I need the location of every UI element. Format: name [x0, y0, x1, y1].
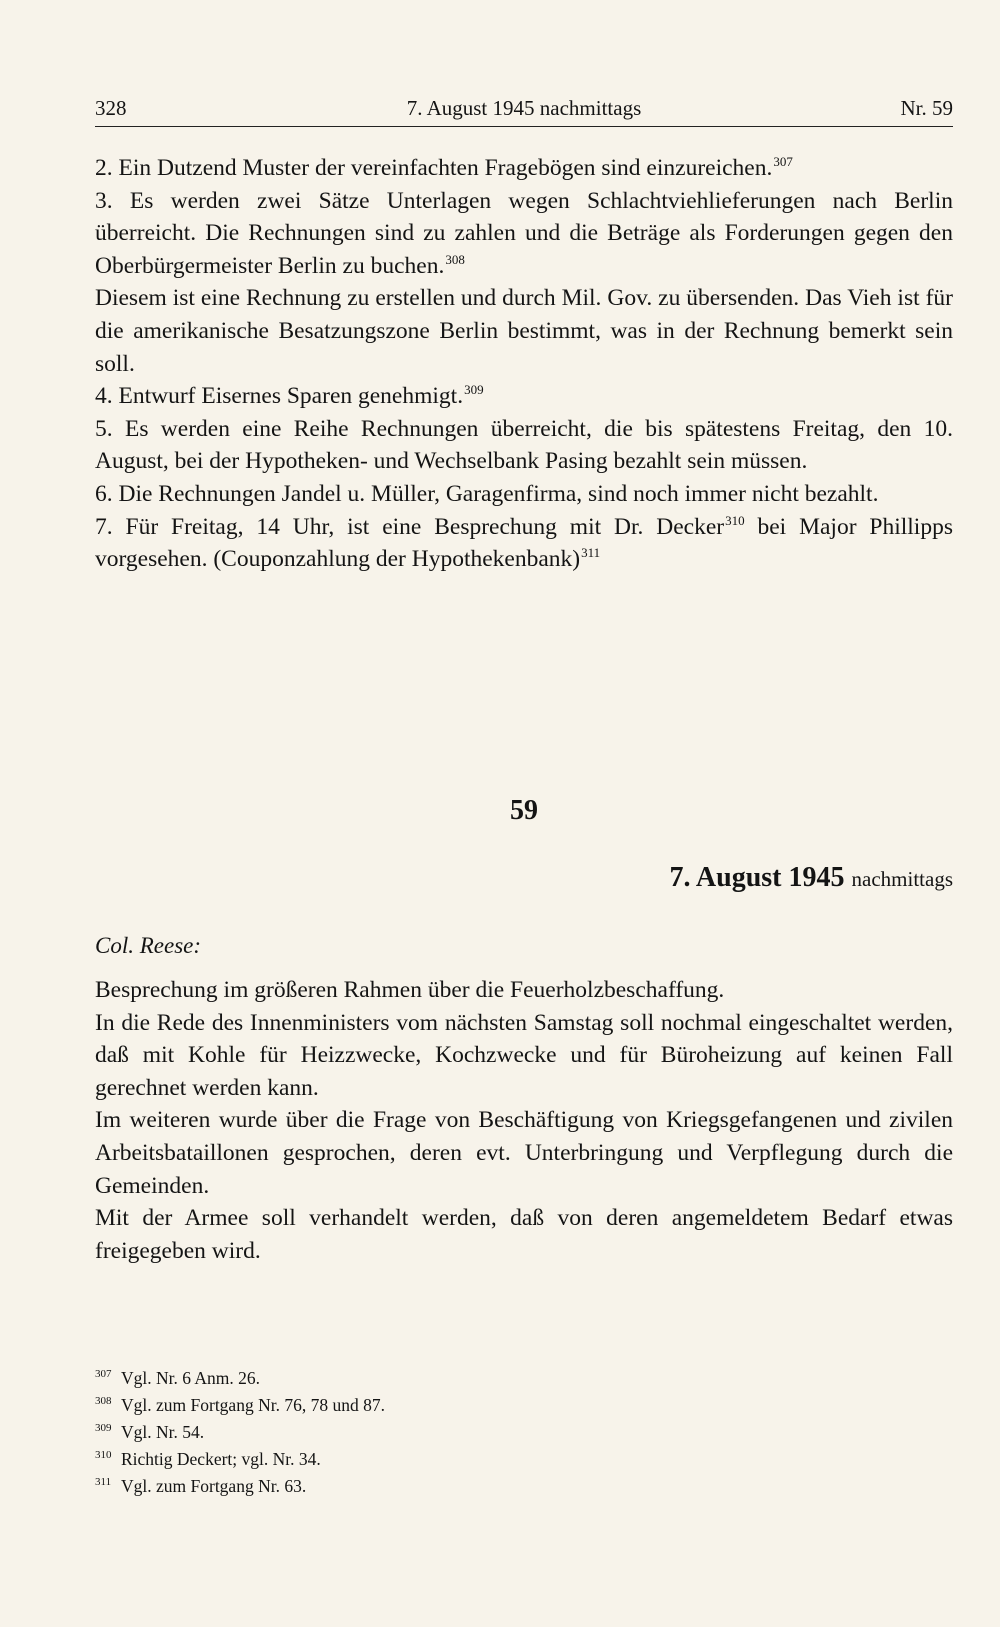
footnote-mark: 310	[95, 1449, 112, 1461]
footnote-mark: 307	[95, 1368, 112, 1380]
footnote	[95, 1419, 953, 1446]
running-title: 7. August 1945 nachmittags	[406, 96, 642, 120]
footnote	[95, 1365, 953, 1392]
book-page	[95, 92, 953, 1496]
previous-document-continuation	[95, 152, 953, 576]
footnote	[95, 1392, 953, 1419]
document-number: 59	[510, 795, 538, 826]
header-rule	[95, 126, 953, 127]
footnote-text: Vgl. Nr. 54.	[121, 1422, 205, 1442]
footnote-mark: 311	[95, 1476, 112, 1488]
item-5: 5. Es werden eine Reihe Rechnungen überreicht, die bis spätestens Freitag, den 10. August, bei der Hypotheken- und Wechselbank Pasing bezahlt sein müssen.	[95, 415, 953, 475]
footnote-text: Vgl. Nr. 6 Anm. 26.	[121, 1368, 261, 1388]
document-body	[95, 974, 953, 1267]
footnote-text: Richtig Deckert; vgl. Nr. 34.	[121, 1449, 321, 1469]
time-of-day: nachmittags	[851, 867, 953, 891]
document-reference: Nr. 59	[900, 96, 953, 120]
item-4: 4. Entwurf Eisernes Sparen genehmigt.$^{309}$	[95, 382, 484, 410]
paragraph: Im weiteren wurde über die Frage von Beschäftigung von Kriegsgefangenen und zivilen Arbeitsbataillonen gesprochen, deren evt. Unterbringung und Verpflegung durch die Gemeinden.	[95, 1107, 953, 1199]
footnote-ref: 310	[725, 512, 745, 528]
footnote-ref: 309	[464, 382, 484, 398]
item-2: 2. Ein Dutzend Muster der vereinfachten Fragebögen sind einzureichen.$^{307}$	[95, 154, 793, 181]
footnote-text: Vgl. zum Fortgang Nr. 63.	[121, 1476, 307, 1496]
paragraph: In die Rede des Innenministers vom nächsten Samstag soll nochmal eingeschaltet werden, daß mit Kohle für Heizzwecke, Kochzwecke und für Büroheizung auf keinen Fall gerechnet werden kann.	[95, 1009, 953, 1101]
item-6: 6. Die Rechnungen Jandel u. Müller, Garagenfirma, sind noch immer nicht bezahlt.	[95, 480, 879, 507]
date-text: 7. August 1945	[669, 862, 845, 893]
item-3-continued: Diesem ist eine Rechnung zu erstellen und durch Mil. Gov. zu übersenden. Das Vieh ist für die amerikanische Besatzungszone Berlin bestimmt, was in der Rechnung bemerkt sein soll.	[95, 285, 953, 377]
footnote-ref: 308	[445, 251, 465, 267]
footnote	[95, 1473, 953, 1500]
footnote-mark: 308	[95, 1395, 112, 1407]
footnote-text: Vgl. zum Fortgang Nr. 76, 78 und 87.	[121, 1395, 385, 1415]
page-number: 328	[95, 96, 127, 120]
item-3: 3. Es werden zwei Sätze Unterlagen wegen Schlachtviehlieferungen nach Berlin überreicht. Die Rechnungen sind zu zahlen und die Beträge als Forderungen gegen den Oberbürgermeister Berlin zu buchen.$^{308}$	[95, 187, 953, 279]
footnote	[95, 1446, 953, 1473]
footnotes	[95, 1365, 953, 1500]
speaker-label: Col. Reese:	[95, 933, 202, 958]
running-header	[95, 92, 953, 124]
footnote-ref: 311	[581, 545, 601, 561]
footnote-mark: 309	[95, 1422, 112, 1434]
item-7: 7. Für Freitag, 14 Uhr, ist eine Besprechung mit Dr. Decker$^{310}$ bei Major Phillipps vorgesehen. (Couponzahlung der Hypothekenbank)$^{311}$	[95, 512, 953, 573]
paragraph: Mit der Armee soll verhandelt werden, daß von deren angemeldetem Bedarf etwas freigegeben wird.	[95, 1205, 953, 1264]
footnote-ref: 307	[773, 154, 793, 170]
document-date	[669, 862, 953, 894]
paragraph: Besprechung im größeren Rahmen über die Feuerholzbeschaffung.	[95, 977, 725, 1003]
